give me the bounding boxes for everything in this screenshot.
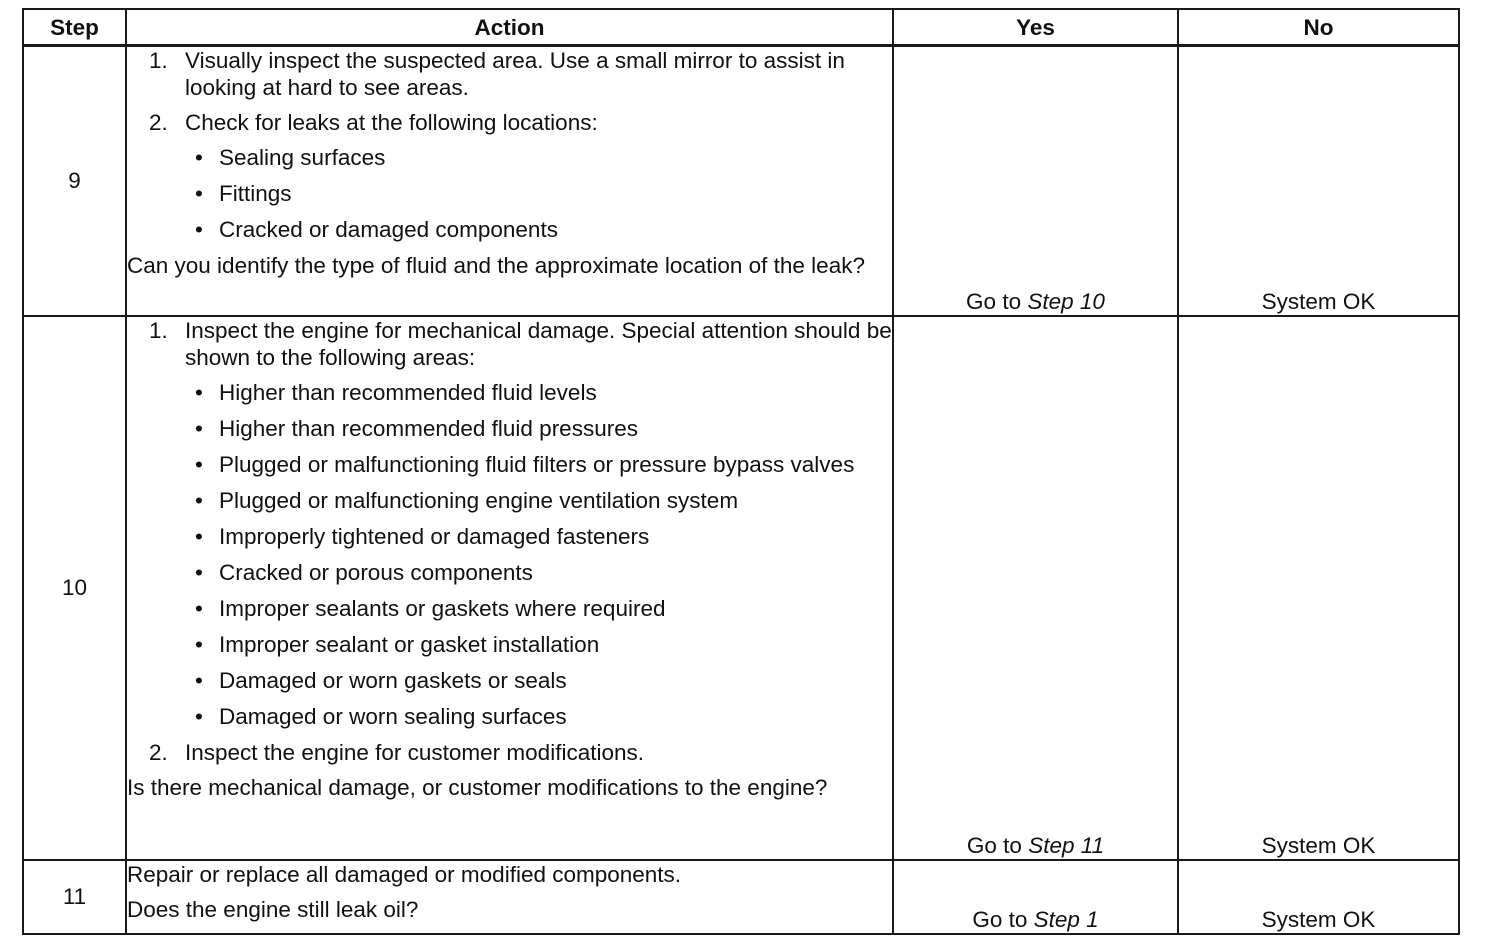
- bullet-item: • Plugged or malfunctioning fluid filters or pressure bypass valves: [185, 451, 892, 478]
- no-cell: System OK: [1178, 46, 1459, 316]
- action-cell: [126, 860, 893, 934]
- table-row: [23, 46, 1459, 316]
- bullet-item: • Plugged or malfunctioning engine ventilation system: [185, 487, 892, 514]
- go-to-text: Go to: [966, 288, 1022, 314]
- bullet-list: [185, 144, 892, 243]
- bullet-item: • Higher than recommended fluid levels: [185, 379, 892, 406]
- no-cell: System OK: [1178, 860, 1459, 934]
- step-link: Step 1: [1033, 906, 1099, 932]
- header-step: Step: [23, 9, 126, 46]
- bullet-item: • Higher than recommended fluid pressures: [185, 415, 892, 442]
- action-cell: [126, 46, 893, 316]
- no-cell: System OK: [1178, 316, 1459, 860]
- step-link: Step 10: [1027, 288, 1105, 314]
- action-question: Can you identify the type of fluid and the approximate location of the leak?: [127, 253, 865, 278]
- bullet-item: • Damaged or worn sealing surfaces: [185, 703, 892, 730]
- action-cell: [126, 316, 893, 860]
- bullet-item: • Cracked or porous components: [185, 559, 892, 586]
- bullet-item: • Fittings: [185, 180, 892, 207]
- header-action: Action: [126, 9, 893, 46]
- bullet-item: • Improper sealants or gaskets where required: [185, 595, 892, 622]
- bullet-item: • Cracked or damaged components: [185, 216, 892, 243]
- go-to-text: Go to: [966, 832, 1022, 858]
- numbered-item: 2. Check for leaks at the following locations: • Sealing surfaces • Fittings • Cracked or damaged components: [127, 109, 892, 243]
- bullet-item: • Sealing surfaces: [185, 144, 892, 171]
- header-no: No: [1178, 9, 1459, 46]
- numbered-item: 1. Inspect the engine for mechanical damage. Special attention should be shown to the following areas: • Higher than recommended fluid levels • Higher than recommended fluid pressures • Plugged or malfunctioning fluid filters or pressure bypass valves • Plugged or malfunctioning engine ventilation system • Improperly tightened or damaged fasteners • Cracked or porous components • Improper sealants or gaskets where required • Improper sealant or gasket installation • Damaged or worn gaskets or seals • Damaged or worn sealing surfaces: [127, 317, 892, 730]
- table-row: [23, 860, 1459, 934]
- numbered-item: 1. Visually inspect the suspected area. Use a small mirror to assist in looking at hard to see areas.: [149, 48, 845, 100]
- numbered-list: [127, 317, 892, 766]
- bullet-item: • Damaged or worn gaskets or seals: [185, 667, 892, 694]
- step-number: 11: [23, 860, 126, 934]
- action-instruction: Repair or replace all damaged or modified components.: [127, 861, 682, 887]
- yes-cell: [893, 316, 1178, 860]
- table-row: [23, 316, 1459, 860]
- action-question: Is there mechanical damage, or customer modifications to the engine?: [127, 774, 828, 800]
- go-to-text: Go to: [972, 906, 1028, 932]
- step-number: 9: [23, 46, 126, 316]
- numbered-item: 2. Inspect the engine for customer modifications.: [149, 739, 644, 765]
- header-row: [23, 9, 1459, 46]
- header-yes: Yes: [893, 9, 1178, 46]
- diagnostic-table: [22, 8, 1460, 935]
- bullet-item: • Improperly tightened or damaged fasteners: [185, 523, 892, 550]
- step-link: Step 11: [1028, 832, 1105, 858]
- step-number: 10: [23, 316, 126, 860]
- action-question: Does the engine still leak oil?: [127, 896, 419, 922]
- yes-cell: [893, 860, 1178, 934]
- numbered-list: [127, 47, 892, 243]
- yes-cell: [893, 46, 1178, 316]
- bullet-item: • Improper sealant or gasket installation: [185, 631, 892, 658]
- bullet-list: [185, 379, 892, 730]
